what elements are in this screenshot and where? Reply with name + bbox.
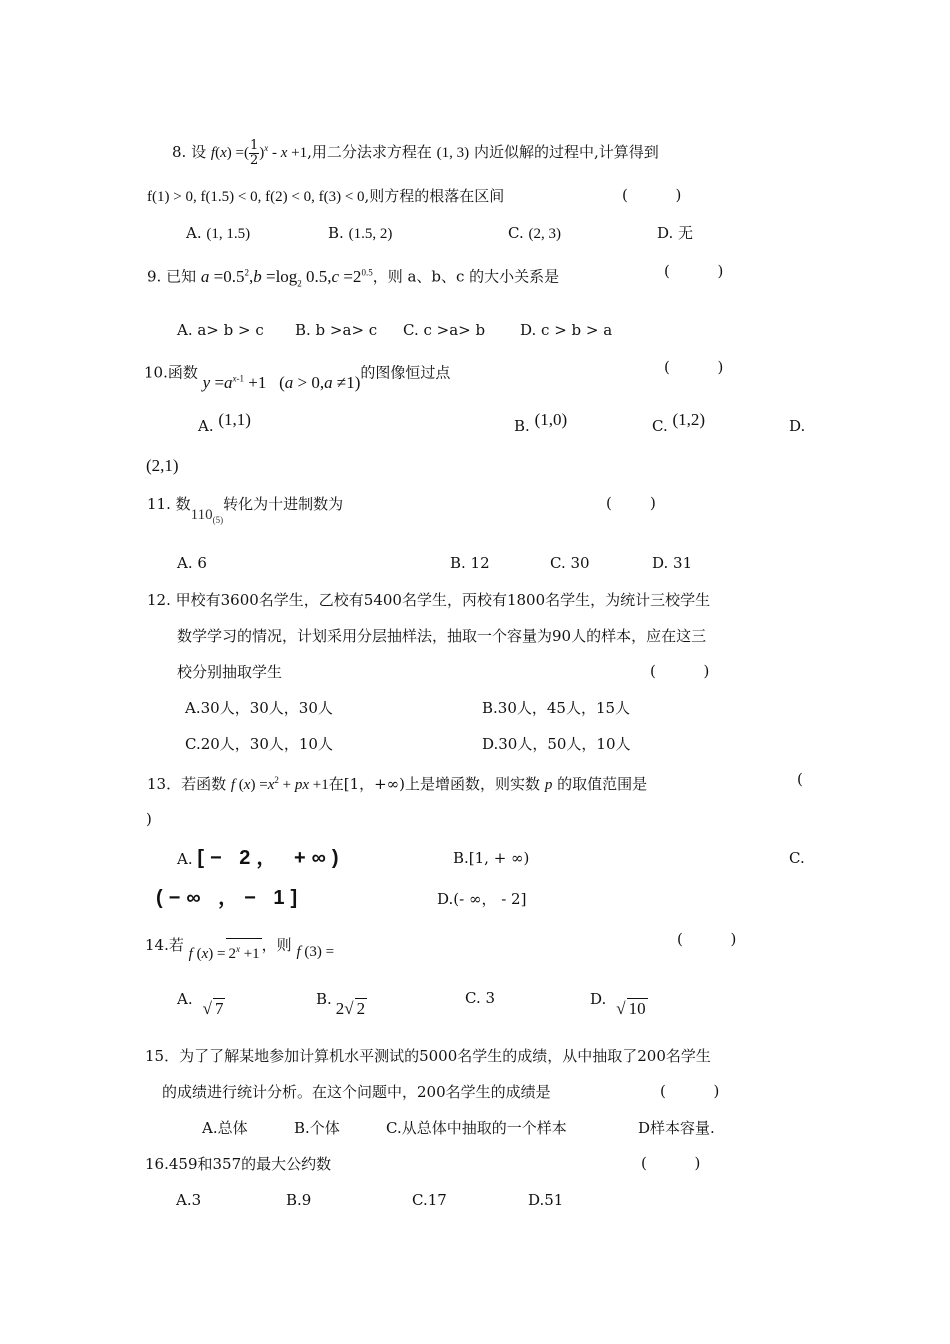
q8-interval: (1, 3)	[436, 145, 470, 161]
q14-prefix: 14.若	[145, 936, 184, 954]
q14-mid: ，则	[261, 936, 292, 954]
q14-line	[145, 930, 335, 962]
q8-function: f	[210, 145, 216, 161]
q9-answer-paren: ( )	[664, 262, 724, 280]
q14-option-b: B. 2√ 2	[316, 990, 366, 1018]
q8-option-d: D. 无	[657, 224, 694, 242]
q10-formula: $y =a^{x-1} +1$ (a > 0,a ≠1)	[202, 372, 361, 392]
q13-formula: f $(x) =x^2$ + px +1	[230, 775, 329, 793]
q8-fraction: $\frac{1}{2}$	[249, 137, 259, 168]
q8-conditions: f(1) > 0, f(1.5) < 0, f(2) < 0, f(3) < 0	[147, 189, 365, 205]
q8-prefix: 设	[191, 143, 207, 161]
q13-option-c-label: C.	[789, 849, 805, 867]
q8-option-a: A. (1, 1.5)	[186, 224, 251, 242]
q9-suffix: ，则 a、b、c 的大小关系是	[372, 267, 560, 286]
q10-option-c: C. (1,2)	[652, 410, 706, 435]
q8-line2-suffix: ,则方程的根落在区间	[364, 187, 505, 205]
q14-target: f (3) =	[296, 944, 335, 960]
q13-paren-close: )	[146, 810, 152, 828]
q10-prefix: 10.函数	[144, 363, 198, 382]
q13-middle: 在[1，+∞)上是增函数，则实数	[328, 775, 541, 793]
q14-answer-paren: ( )	[677, 930, 737, 948]
q13-p-variable: p	[544, 777, 553, 793]
q13-option-b: B.[1, + ∞)	[453, 849, 530, 867]
q10-option-b: B. (1,0)	[514, 410, 568, 435]
q11-option-a: A. 6	[177, 554, 207, 572]
q14-option-a: A. √ 7	[177, 990, 224, 1018]
q11-line	[147, 494, 344, 525]
q13-suffix: 的取值范围是	[557, 775, 648, 793]
q15-answer-paren: ( )	[660, 1082, 720, 1100]
q15-option-a: A.总体	[202, 1119, 248, 1137]
q8-suffix: 内近似解的过程中,计算得到	[473, 143, 659, 161]
q12-line3: 校分别抽取学生	[177, 663, 283, 681]
q8-mid: ,用二分法求方程在	[307, 143, 432, 161]
q9-number: 9.	[147, 267, 162, 286]
q10-answer-paren: ( )	[664, 358, 724, 376]
q10-line	[144, 358, 451, 392]
q9-option-a: A. a> b > c	[177, 321, 264, 339]
q9-option-d: D. c > b > a	[520, 321, 613, 339]
q11-option-c: C. 30	[550, 554, 590, 572]
q9-option-b: B. b >a> c	[295, 321, 378, 339]
q12-option-d: D.30人，50人，10人	[482, 735, 631, 753]
q16-option-d: D.51	[528, 1191, 564, 1209]
q11-numeral: $110_{(5)}$	[190, 507, 224, 525]
q13-option-d: D.(- ∞， - 2]	[437, 890, 527, 908]
q8-option-c: C. (2, 3)	[508, 224, 561, 242]
q12-option-a: A.30人，30人，30人	[185, 699, 333, 717]
q8-option-b: B. (1.5, 2)	[328, 224, 393, 242]
q11-suffix: 转化为十进制数为	[223, 495, 344, 513]
q16-line: 16.459和357的最大公约数	[145, 1155, 332, 1173]
q8-line2	[147, 186, 504, 207]
q8-answer-paren: ( )	[622, 186, 682, 204]
q15-option-c: C.从总体中抽取的一个样本	[386, 1119, 567, 1137]
q11-option-b: B. 12	[450, 554, 490, 572]
q16-answer-paren: ( )	[641, 1154, 701, 1172]
q12-option-b: B.30人，45人，15人	[482, 699, 631, 717]
q12-line2: 数学学习的情况，计划采用分层抽样法，抽取一个容量为90人的样本，应在这三	[177, 627, 707, 645]
q16-option-b: B.9	[286, 1191, 312, 1209]
q12-option-c: C.20人，30人，10人	[185, 735, 333, 753]
q13-prefix: 13．若函数	[147, 775, 227, 793]
q10-suffix: 的图像恒过点	[360, 363, 451, 382]
q12-answer-paren: ( )	[650, 662, 710, 680]
q15-line2: 的成绩进行统计分析。在这个问题中，200名学生的成绩是	[162, 1083, 551, 1101]
q13-option-c-value: (−∞ ，− 1]	[156, 887, 304, 909]
q8-number: 8.	[172, 143, 187, 161]
q15-option-b: B.个体	[294, 1119, 340, 1137]
q11-option-d: D. 31	[652, 554, 693, 572]
q14-formula: f $(x) = 2^x +1$	[189, 944, 262, 962]
q9-prefix: 已知	[166, 267, 197, 286]
q11-number: 11.	[147, 495, 171, 513]
q12-line1: 12. 甲校有3600名学生，乙校有5400名学生，丙校有1800名学生，为统计三校学生	[147, 591, 711, 609]
q11-prefix: 数	[175, 495, 191, 513]
q13-paren-open: (	[797, 770, 803, 788]
q14-option-c: C. 3	[465, 989, 496, 1007]
q15-line1: 15．为了了解某地参加计算机水平测试的5000名学生的成绩，从中抽取了200名学生	[145, 1047, 711, 1065]
q16-option-c: C.17	[412, 1191, 447, 1209]
q10-option-d-value: (2,1)	[146, 456, 179, 475]
q13-line1	[147, 770, 647, 795]
q9-formula: $a =0.5^2,b =\log_2$ $0.5,c =2^{0.5}$	[200, 266, 373, 289]
q10-option-a: A. (1,1)	[198, 410, 251, 435]
q13-option-a: A. [− 2， +∞)	[177, 847, 345, 869]
q10-option-d-label: D.	[789, 417, 806, 435]
q14-option-d: D. √ 10	[590, 990, 646, 1018]
q15-option-d: D样本容量.	[638, 1119, 715, 1137]
q16-option-a: A.3	[176, 1191, 202, 1209]
q8-line1: 8. 设 f(x) =( $\frac{1}{2}$ )$^x$ - x +1,用二分法求方程在 (1, 3) 内近似解的过程中,计算得到	[172, 137, 659, 168]
q11-answer-paren: ( )	[606, 494, 656, 512]
q9-line	[147, 262, 559, 293]
q9-option-c: C. c >a> b	[403, 321, 486, 339]
